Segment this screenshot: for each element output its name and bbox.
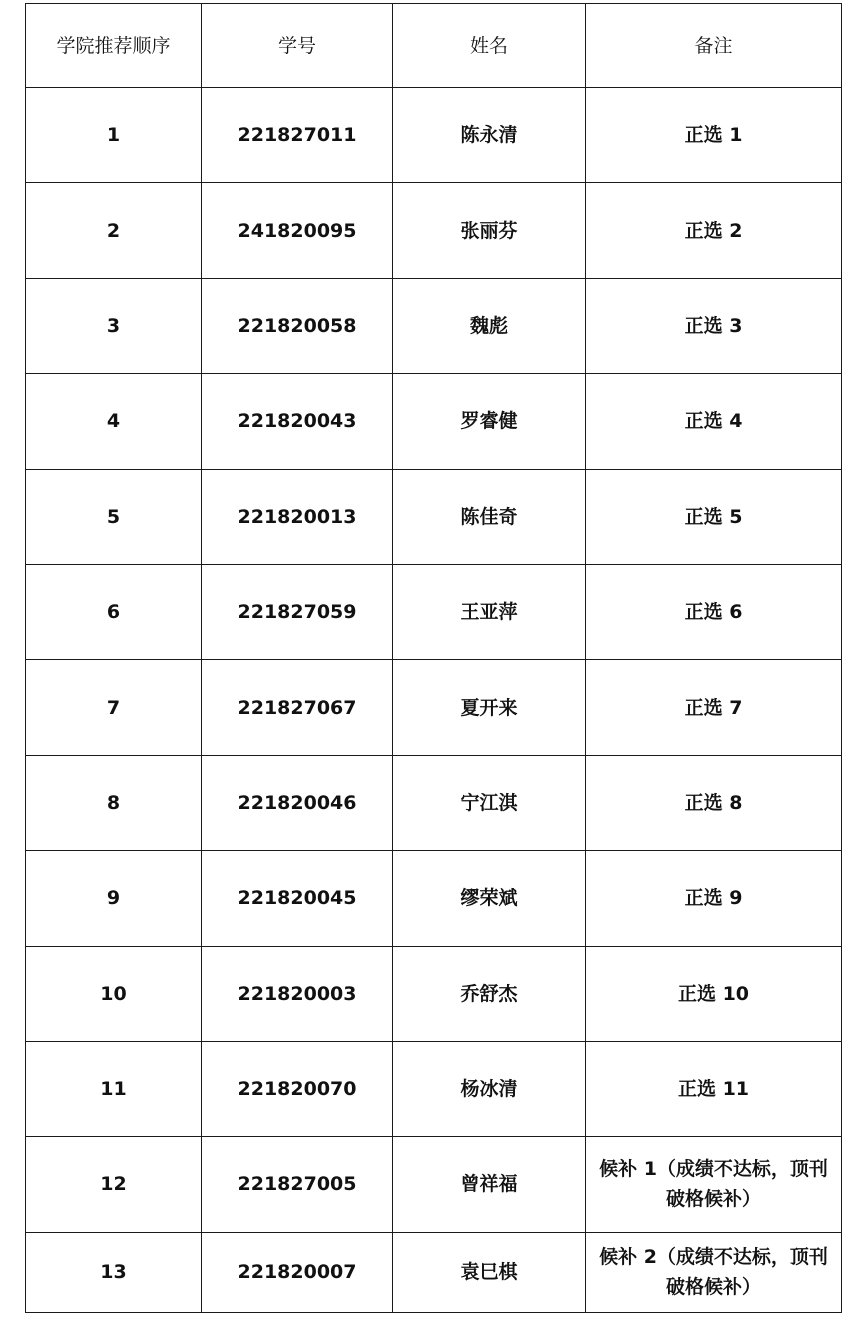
- header-student-id: 学号: [202, 4, 393, 88]
- header-remark: 备注: [586, 4, 842, 88]
- cell-remark: 候补 1（成绩不达标，顶刊破格候补）: [586, 1137, 842, 1232]
- cell-student-id: 221820013: [202, 469, 393, 564]
- cell-rank: 10: [26, 946, 202, 1041]
- cell-student-id: 221827059: [202, 564, 393, 659]
- cell-rank: 8: [26, 755, 202, 850]
- cell-name: 魏彪: [393, 278, 586, 373]
- table-row: [26, 660, 842, 755]
- cell-name: 缪荣斌: [393, 851, 586, 946]
- cell-name: 罗睿健: [393, 374, 586, 469]
- cell-rank: 6: [26, 564, 202, 659]
- recommendation-table: [25, 3, 842, 1313]
- cell-remark: 正选 9: [586, 851, 842, 946]
- cell-student-id: 221827011: [202, 88, 393, 183]
- table-row: [26, 469, 842, 564]
- cell-name: 王亚萍: [393, 564, 586, 659]
- cell-remark: 正选 3: [586, 278, 842, 373]
- cell-rank: 2: [26, 183, 202, 278]
- cell-name: 张丽芬: [393, 183, 586, 278]
- cell-student-id: 221820007: [202, 1232, 393, 1312]
- table-row: [26, 88, 842, 183]
- cell-rank: 13: [26, 1232, 202, 1312]
- table-row: [26, 946, 842, 1041]
- cell-student-id: 221820046: [202, 755, 393, 850]
- cell-rank: 7: [26, 660, 202, 755]
- table-row: [26, 851, 842, 946]
- cell-student-id: 221820045: [202, 851, 393, 946]
- cell-name: 宁江淇: [393, 755, 586, 850]
- cell-name: 陈佳奇: [393, 469, 586, 564]
- cell-rank: 1: [26, 88, 202, 183]
- cell-remark: 正选 2: [586, 183, 842, 278]
- cell-remark: 正选 1: [586, 88, 842, 183]
- header-name: 姓名: [393, 4, 586, 88]
- cell-student-id: 241820095: [202, 183, 393, 278]
- cell-name: 乔舒杰: [393, 946, 586, 1041]
- cell-student-id: 221820070: [202, 1041, 393, 1136]
- cell-name: 袁巳棋: [393, 1232, 586, 1312]
- cell-rank: 11: [26, 1041, 202, 1136]
- cell-remark: 正选 10: [586, 946, 842, 1041]
- cell-rank: 12: [26, 1137, 202, 1232]
- cell-rank: 9: [26, 851, 202, 946]
- cell-student-id: 221820058: [202, 278, 393, 373]
- table-row: [26, 278, 842, 373]
- table-row: [26, 1041, 842, 1136]
- cell-remark: 正选 4: [586, 374, 842, 469]
- table-row: [26, 564, 842, 659]
- cell-remark: 正选 8: [586, 755, 842, 850]
- table-row: [26, 1232, 842, 1312]
- table-row: [26, 183, 842, 278]
- header-rank: 学院推荐顺序: [26, 4, 202, 88]
- cell-remark: 正选 5: [586, 469, 842, 564]
- cell-name: 陈永清: [393, 88, 586, 183]
- cell-student-id: 221820043: [202, 374, 393, 469]
- table-row: [26, 374, 842, 469]
- cell-student-id: 221827005: [202, 1137, 393, 1232]
- cell-remark: 正选 6: [586, 564, 842, 659]
- cell-remark: 正选 11: [586, 1041, 842, 1136]
- cell-remark: 候补 2（成绩不达标，顶刊破格候补）: [586, 1232, 842, 1312]
- cell-rank: 3: [26, 278, 202, 373]
- cell-name: 曾祥福: [393, 1137, 586, 1232]
- cell-rank: 4: [26, 374, 202, 469]
- cell-rank: 5: [26, 469, 202, 564]
- cell-name: 杨冰清: [393, 1041, 586, 1136]
- table-row: [26, 755, 842, 850]
- table-row: [26, 1137, 842, 1232]
- cell-student-id: 221820003: [202, 946, 393, 1041]
- cell-name: 夏开来: [393, 660, 586, 755]
- cell-remark: 正选 7: [586, 660, 842, 755]
- cell-student-id: 221827067: [202, 660, 393, 755]
- header-row: [26, 4, 842, 88]
